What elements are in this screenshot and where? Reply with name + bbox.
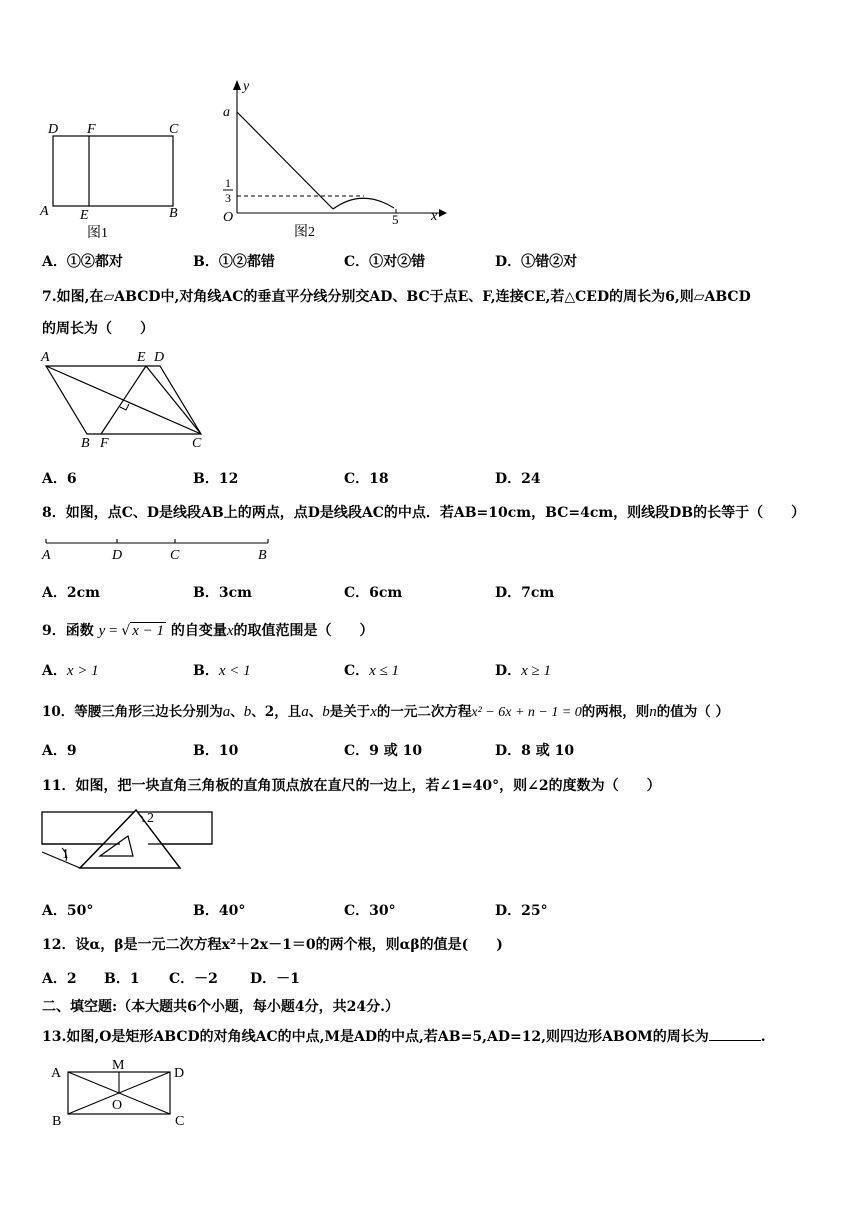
q10-question [42, 700, 729, 721]
q12-option-b[interactable]: B．1 [104, 971, 140, 987]
q9-option-c-label: C． [344, 663, 370, 679]
q9-text-pre: 9．函数 [42, 623, 94, 639]
fig1-caption: 图1 [87, 226, 108, 241]
q10-text-5: 的两根，则 [581, 704, 650, 720]
q7-question-line1: 7.如图,在▱ABCD中,对角线AC的垂直平分线分别交AD、BC于点E、F,连接CE,若△CED的周长为6,则▱ABCD [42, 289, 751, 305]
q11-option-d[interactable]: D．25° [495, 903, 548, 919]
q7-label-B: B [81, 436, 90, 451]
figure-1-rectangle [36, 118, 196, 242]
q10-option-d[interactable]: D．8 或 10 [495, 743, 575, 759]
fig1-label-A: A [40, 204, 49, 219]
q10-option-b[interactable]: B．10 [193, 743, 239, 759]
q10-option-a[interactable]: A．9 [42, 743, 77, 759]
fig2-label-y: y [243, 79, 250, 94]
fig2-caption: 图2 [294, 225, 315, 240]
q8-label-A: A [42, 548, 51, 563]
q13-label-M: M [112, 1058, 125, 1073]
q6-option-d[interactable]: D．①错②对 [495, 254, 578, 270]
q7-label-A: A [41, 350, 50, 365]
q6-option-a[interactable]: A．①②都对 [42, 254, 123, 270]
q13-label-C: C [175, 1114, 185, 1129]
q8-label-C: C [170, 548, 180, 563]
q8-label-B: B [258, 548, 267, 563]
q8-label-D: D [112, 548, 123, 563]
q9-option-b-label: B． [193, 663, 219, 679]
q9-option-a[interactable] [42, 660, 99, 680]
q13-question [42, 1026, 766, 1046]
q12-option-d[interactable]: D．－1 [250, 971, 300, 987]
q8-option-a[interactable]: A．2cm [42, 585, 100, 601]
q11-question: 11．如图，把一块直角三角板的直角顶点放在直尺的一边上，若∠1=40°，则∠2的度数为（ ） [42, 778, 661, 794]
q7-option-d[interactable]: D．24 [495, 471, 541, 487]
q10-var-a: a [222, 704, 231, 720]
q7-option-c[interactable]: C．18 [344, 471, 389, 487]
q7-option-a[interactable]: A．6 [42, 471, 77, 487]
fig1-label-F: F [87, 122, 96, 137]
q12-option-a[interactable]: A．2 [42, 971, 77, 987]
q9-option-c[interactable] [344, 660, 399, 680]
q10-text-3: 是关于 [329, 704, 371, 720]
q10-var-n: n [649, 704, 657, 720]
q7-label-D: D [154, 350, 165, 365]
q9-equals: = [105, 623, 122, 639]
fig1-label-B: B [169, 206, 178, 221]
fig1-label-D: D [48, 122, 59, 137]
q9-option-a-label: A． [42, 663, 67, 679]
q11-angle-1-label: 1 [62, 847, 69, 862]
q9-option-d-value: x ≥ 1 [521, 663, 552, 679]
q11-option-a[interactable]: A．50° [42, 903, 94, 919]
q9-sqrt-sign: √ [121, 623, 131, 639]
q12-option-c[interactable]: C．－2 [169, 971, 218, 987]
q9-radicand: x − 1 [132, 623, 164, 639]
fig2-label-five: 5 [392, 212, 399, 227]
q11-ruler-triangle-figure [40, 806, 220, 884]
q13-label-B: B [52, 1114, 62, 1129]
q9-option-d[interactable] [495, 660, 551, 680]
q11-option-c[interactable]: C．30° [344, 903, 396, 919]
q13-label-A: A [51, 1066, 62, 1081]
q13-label-D: D [174, 1066, 185, 1081]
q10-option-c[interactable]: C．9 或 10 [344, 743, 423, 759]
q7-label-F: F [100, 436, 109, 451]
figure-2-graph [214, 78, 454, 242]
q10-var-x: x [370, 704, 377, 720]
q10-equation: x² − 6x + n − 1 = 0 [471, 705, 582, 720]
q8-question: 8．如图，点C、D是线段AB上的两点，点D是线段AC的中点．若AB=10cm，BC=4cm，则线段DB的长等于（ ） [42, 505, 806, 521]
q7-parallelogram-figure [36, 346, 216, 452]
q13-rectangle-figure [46, 1056, 206, 1132]
q10-sep-1: 、 [230, 704, 244, 720]
q6-option-b[interactable]: B．①②都错 [193, 254, 275, 270]
q9-text-post: 的取值范围是（ ） [233, 623, 374, 639]
q9-option-d-label: D． [495, 663, 522, 679]
q7-label-E: E [137, 350, 146, 365]
q9-text-mid: 的自变量 [170, 623, 227, 639]
fig2-label-a: a [223, 105, 230, 120]
q12-question: 12．设α，β是一元二次方程x²＋2x－1＝0的两个根，则αβ的值是( ) [42, 937, 503, 953]
q11-angle-2-label: 2 [147, 811, 154, 826]
fig1-label-C: C [169, 122, 179, 137]
q11-option-b[interactable]: B．40° [193, 903, 246, 919]
q10-text-1: 10．等腰三角形三边长分别为 [42, 704, 223, 720]
q13-text-end: . [760, 1029, 766, 1045]
q8-option-b[interactable]: B．3cm [193, 585, 252, 601]
q13-answer-blank[interactable] [709, 1028, 761, 1041]
q7-option-b[interactable]: B．12 [193, 471, 239, 487]
fig2-label-x: x [431, 209, 438, 224]
q7-label-C: C [192, 436, 202, 451]
q10-text-6: 的值为（ ） [656, 704, 729, 720]
q7-question-line2: 的周长为（ ） [42, 321, 154, 337]
q9-func-y: y [98, 623, 106, 639]
q8-option-c[interactable]: C．6cm [344, 585, 403, 601]
fig2-label-origin: O [223, 210, 234, 225]
q10-text-2: 、2，且 [251, 704, 302, 720]
q9-option-c-value: x ≤ 1 [369, 663, 400, 679]
q8-segment-figure [36, 534, 276, 564]
q13-label-O: O [112, 1098, 123, 1113]
q10-text-4: 的一元二次方程 [376, 704, 472, 720]
q8-option-d[interactable]: D．7cm [495, 585, 555, 601]
q10-var-b2: b [322, 704, 330, 720]
fig2-label-one: 1 [225, 176, 231, 190]
section-fill-in-title: 二、填空题:（本大题共6个小题，每小题4分，共24分.） [42, 999, 400, 1015]
q9-option-b[interactable] [193, 660, 251, 680]
q9-option-a-value: x > 1 [66, 663, 99, 679]
fig1-label-E: E [80, 208, 89, 223]
q6-option-c[interactable]: C．①对②错 [344, 254, 426, 270]
fig2-label-three: 3 [225, 191, 231, 205]
q10-var-a2: a [301, 704, 309, 720]
q10-var-b: b [243, 704, 252, 720]
q9-question [42, 620, 374, 640]
q9-var-x: x [226, 623, 234, 639]
q9-option-b-value: x < 1 [218, 663, 251, 679]
q13-text: 13.如图,O是矩形ABCD的对角线AC的中点,M是AD的中点,若AB=5,AD=12,则四边形ABOM的周长为 [42, 1029, 709, 1045]
q10-sep-2: 、 [308, 704, 323, 720]
